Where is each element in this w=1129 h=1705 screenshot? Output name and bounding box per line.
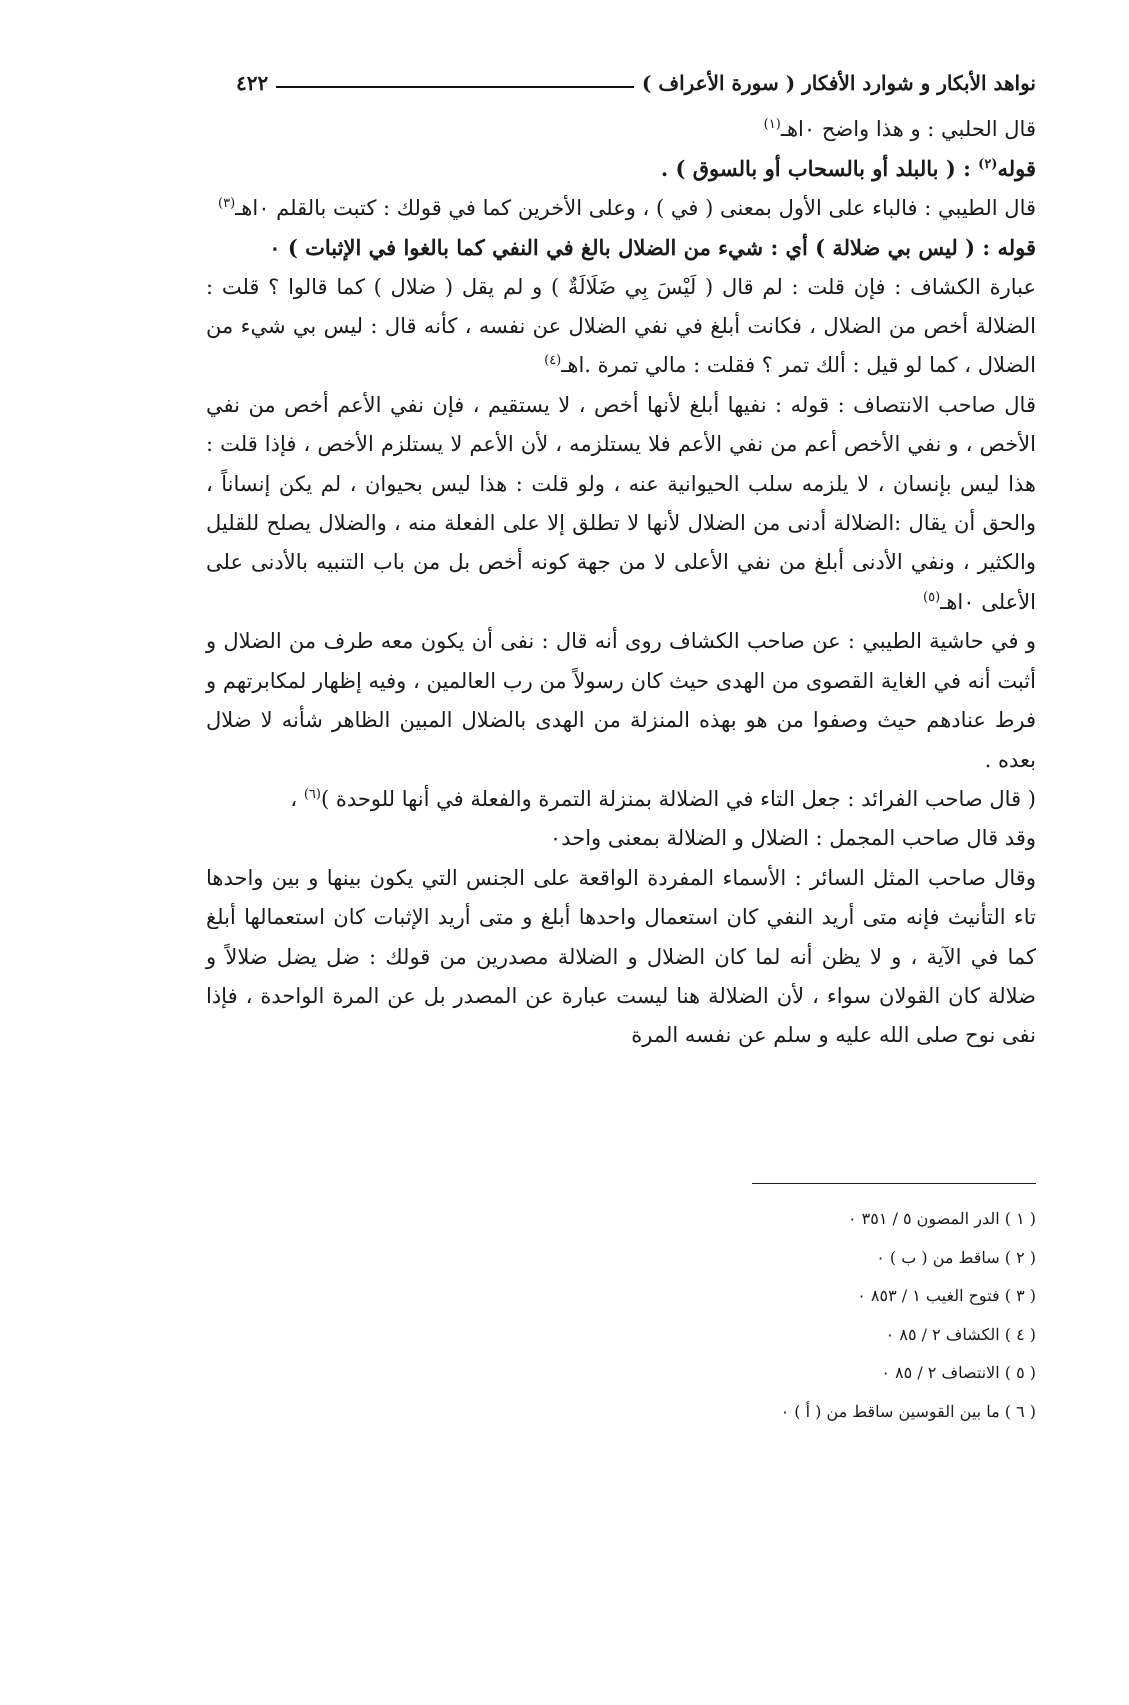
quote-heading: قوله$^{(٢)}$ : ( بالبلد أو بالسحاب أو بالسوق ) . bbox=[660, 156, 1036, 182]
paragraph: قال الطيبي : فالباء على الأول بمعنى ( في ) ، وعلى الأخرين كما في قولك : كتبت بالقلم ٠اهـ$^{(٣)}$ bbox=[218, 195, 1036, 220]
quote-heading: قوله : ( ليس بي ضلالة ) أي : شيء من الضلال بالغ في النفي كما بالغوا في الإثبات ) ٠ bbox=[269, 235, 1036, 261]
footnote-ref: (٦) bbox=[303, 786, 321, 802]
running-title: نواهد الأبكار و شوارد الأفكار ( سورة الأعراف ) bbox=[641, 71, 1036, 95]
footnote-item: ( ٦ ) ما بين القوسين ساقط من ( أ ) ٠ bbox=[780, 1401, 1036, 1421]
paragraph: ( قال صاحب الفرائد : جعل التاء في الضلالة بمنزلة التمرة والفعلة في أنها للوحدة )$^{(٦)}$ ، bbox=[290, 786, 1036, 811]
footnote-item: ( ٤ ) الكشاف ٢ / ٨٥ ٠ bbox=[885, 1324, 1036, 1344]
paragraph: قال الحلبي : و هذا واضح ٠اهـ$^{(١)}$ bbox=[763, 117, 1036, 141]
footnote-ref: (٥) bbox=[923, 589, 941, 605]
footnote-item: ( ٥ ) الانتصاف ٢ / ٨٥ ٠ bbox=[881, 1363, 1036, 1383]
paragraph: قال صاحب الانتصاف : قوله : نفيها أبلغ لأنها أخص ، لا يستقيم ، فإن نفي الأعم أخص من نفي الأخص ، و نفي الأخص أعم من نفي الأعم فلا يستلزمه ، لأن الأعم لا يستلزم الأخص ، فإذا قلت : هذا ليس بإنسان ، لا يلزمه سلب الحيوانية عنه ، ولو قلت : هذا ليس بحيوان ، لم يكن إنساناً ، والحق أن يقال :الضلالة أدنى من الضلال لأنها لا تطلق إلا على الفعلة منه ، والضلال يصلح للقليل والكثير ، ونفي الأدنى أبلغ من نفي الأعلى لا من جهة كونه أخص بل من باب التنبيه بالأدنى على الأعلى ٠اهـ$^{(٥)}$ bbox=[206, 392, 1036, 614]
paragraph: وقد قال صاحب المجمل : الضلال و الضلالة بمعنى واحد٠ bbox=[549, 826, 1036, 851]
footnotes bbox=[600, 1200, 1036, 1432]
footnote-item: ( ١ ) الدر المصون ٥ / ٣٥١ ٠ bbox=[847, 1209, 1036, 1228]
paragraph: و في حاشية الطيبي : عن صاحب الكشاف روى أنه قال : نفى أن يكون معه طرف من الضلال و أثبت أنه في الغاية القصوى من الهدى حيث كان رسولاً من رب العالمين ، وفيه إظهار لمكابرتهم و فرط عنادهم حيث وصفوا من هو بهذه المنزلة من الهدى بالضلال المبين الظاهر شأنه لا ضلال بعده . bbox=[206, 629, 1036, 772]
footnote-ref: (٤) bbox=[544, 353, 562, 369]
header-rule bbox=[276, 86, 634, 88]
footnote-item: ( ٣ ) فتوح الغيب ١ / ٨٥٣ ٠ bbox=[857, 1286, 1036, 1306]
paragraph: عبارة الكشاف : فإن قلت : لم قال ( لَيْسَ بِي ضَلَالَةٌ ) و لم يقل ( ضلال ) كما قالوا ؟ قلت : الضلالة أخص من الضلال ، فكانت أبلغ في نفي الضلال عن نفسه ، كأنه قال : ليس بي شيء من الضلال ، كما لو قيل : ألك تمر ؟ فقلت : مالي تمرة .اهـ$^{(٤)}$ bbox=[206, 274, 1036, 378]
footnote-ref: (٣) bbox=[218, 195, 236, 211]
footnote-ref: (٢) bbox=[978, 157, 998, 173]
footnote-ref: (١) bbox=[763, 117, 781, 132]
body-text bbox=[206, 110, 1036, 1056]
footnote-divider bbox=[752, 1183, 1036, 1184]
footnote-item: ( ٢ ) ساقط من ( ب ) ٠ bbox=[876, 1247, 1036, 1267]
running-header bbox=[236, 66, 1036, 100]
page-number: ٤٢٢ bbox=[236, 71, 269, 95]
paragraph: وقال صاحب المثل السائر : الأسماء المفردة الواقعة على الجنس التي يكون بينها و بين واحدها تاء التأنيث فإنه متى أريد النفي كان استعمال واحدها أبلغ و متى أريد الإثبات كان استعمالها أبلغ كما في الآية ، و لا يظن أنه لما كان الضلال و الضلالة مصدرين من قولك : ضل يضل ضلالاً و ضلالة كان القولان سواء ، لأن الضلالة هنا ليست عبارة عن المصدر بل عن المرة الواحدة ، فإذا نفى نوح صلى الله عليه و سلم عن نفسه المرة bbox=[206, 865, 1036, 1048]
